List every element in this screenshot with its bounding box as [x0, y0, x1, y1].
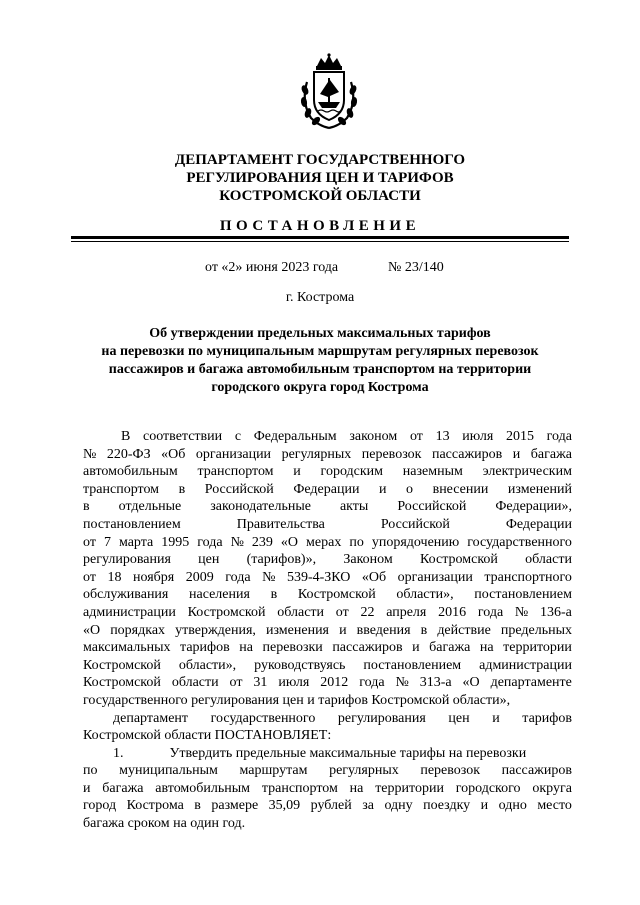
item-1-first-line — [83, 745, 572, 763]
body-line: в отдельные законодательные акты Российской Федерации», — [83, 499, 572, 515]
body-line: и багажа автомобильным транспортом на территории городского округа — [83, 780, 572, 796]
kostroma-region-coat-of-arms-icon — [297, 52, 361, 132]
body-line: обслуживания населения в Костромской области», постановлением — [83, 587, 572, 603]
body-line: «О порядках утверждения, изменения и введения в действие предельных — [83, 622, 572, 638]
title-rule-thick — [71, 236, 569, 239]
decree-body — [83, 428, 572, 833]
body-line: от 18 ноября 2009 года № 539-4-ЗКО «Об организации транспортного — [83, 569, 572, 585]
body-line: департамент государственного регулирования цен и тарифов — [113, 710, 572, 726]
body-line: город Кострома в размере 35,09 рублей за одну поездку и одно место — [83, 798, 572, 814]
department-line-3: КОСТРОМСКОЙ ОБЛАСТИ — [219, 188, 421, 204]
department-line-2: РЕГУЛИРОВАНИЯ ЦЕН И ТАРИФОВ — [186, 170, 454, 186]
decree-date: от «2» июня 2023 года — [205, 260, 339, 275]
body-line: регулирования цен (тарифов)», Законом Костромской области — [83, 552, 572, 568]
subject-line: пассажиров и багажа автомобильным транспортом на территории — [108, 362, 532, 377]
subject-line: на перевозки по муниципальным маршрутам регулярных перевозок — [101, 344, 539, 359]
department-line-1: ДЕПАРТАМЕНТ ГОСУДАРСТВЕННОГО — [174, 152, 466, 168]
body-line: администрации Костромской области от 22 апреля 2016 года № 136-а — [83, 604, 572, 620]
body-line: максимальных тарифов на перевозки пассажиров и багажа на территории — [83, 640, 572, 656]
body-line: Костромской области от 31 июля 2012 года № 313-а «О департаменте — [83, 675, 572, 691]
decree-subject — [60, 325, 580, 397]
body-line: по муниципальным маршрутам регулярных перевозок пассажиров — [83, 763, 572, 779]
body-line: В соответствии с Федеральным законом от 13 июля 2015 года — [121, 429, 572, 444]
body-line: Костромской области ПОСТАНОВЛЯЕТ: — [83, 728, 332, 744]
title-rule-thin — [71, 241, 569, 242]
body-line: государственного регулирования цен и тарифов Костромской области», — [83, 692, 511, 708]
body-line: Костромской области», руководствуясь постановлением администрации — [83, 657, 572, 673]
item-1-text: Утвердить предельные максимальные тарифы на перевозки — [169, 745, 527, 761]
subject-line: Об утверждении предельных максимальных тарифов — [149, 326, 491, 341]
body-line: от 7 марта 1995 года № 239 «О мерах по упорядочению государственного — [83, 534, 572, 550]
body-line: № 220-ФЗ «Об организации регулярных перевозок пассажиров и багажа — [83, 446, 572, 462]
decree-title: ПОСТАНОВЛЕНИЕ — [219, 218, 421, 234]
body-line: транспортом в Российской Федерации и о внесении изменений — [83, 481, 572, 497]
city: г. Кострома — [285, 290, 355, 305]
body-line: автомобильным транспортом и городским наземным электрическим — [83, 464, 572, 480]
body-line: багажа сроком на один год. — [83, 816, 246, 832]
subject-line: городского округа город Кострома — [211, 380, 429, 395]
department-heading — [60, 151, 580, 205]
item-1-number: 1. — [113, 745, 124, 761]
decree-number: № 23/140 — [388, 260, 444, 275]
body-line: постановлением Правительства Российской Федерации — [83, 516, 572, 532]
